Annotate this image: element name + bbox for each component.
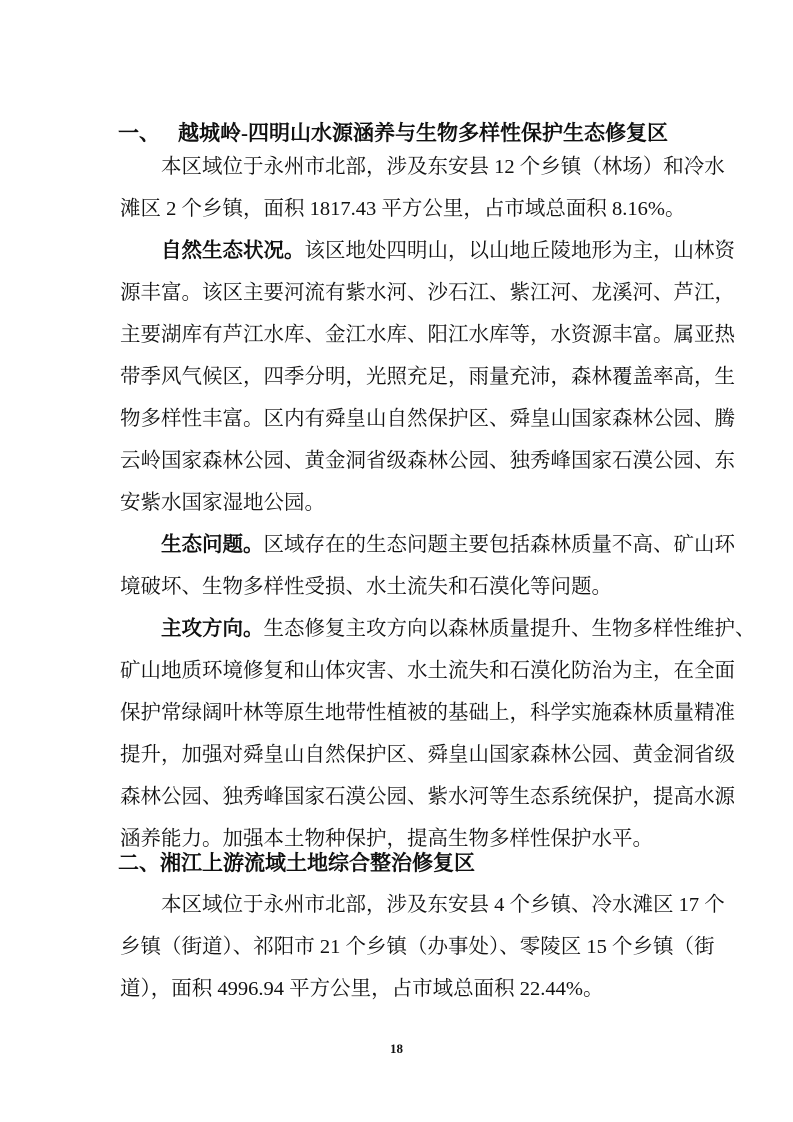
section-1-heading [118,120,676,146]
line-text: 森林公园、独秀峰国家石漠公园、紫水河等生态系统保护，提高水源 [120,786,735,808]
text-line [120,482,676,524]
text-line [120,440,735,482]
line-text: 提升，加强对舜皇山自然保护区、舜皇山国家森林公园、黄金洞省级 [120,744,735,766]
paragraph [120,524,735,608]
text-line [120,356,735,398]
section-2-body [120,884,725,1010]
paragraph [120,884,725,1010]
text-line [120,524,735,566]
line-text: 涵养能力。加强本土物种保护，提高生物多样性保护水平。 [120,828,653,850]
text-line [120,968,676,1010]
line-text: 滩区 2 个乡镇，面积 1817.43 平方公里，占市域总面积 8.16%。 [120,198,686,220]
line-text: 道），面积 4996.94 平方公里，占市域总面积 22.44%。 [120,978,604,1000]
text-line [120,608,756,650]
line-text: 安紫水国家湿地公园。 [120,492,325,514]
line-text: 保护常绿阔叶林等原生地带性植被的基础上，科学实施森林质量精准 [120,702,735,724]
line-text: 境破坏、生物多样性受损、水土流失和石漠化等问题。 [120,576,612,598]
text-line [120,272,735,314]
paragraph-lead: 主攻方向。 [161,618,264,640]
section-2-number: 二、 [118,851,160,875]
paragraph [120,230,735,524]
paragraph [120,608,756,860]
text-line [120,146,725,188]
line-text: 区域存在的生态问题主要包括森林质量不高、矿山环 [263,534,735,556]
text-line [120,650,735,692]
text-line [120,734,735,776]
line-text: 云岭国家森林公园、黄金洞省级森林公园、独秀峰国家石漠公园、东 [120,450,735,472]
line-text: 乡镇（街道）、祁阳市 21 个乡镇（办事处）、零陵区 15 个乡镇（街 [120,936,715,958]
paragraph-lead: 自然生态状况。 [161,240,305,262]
text-line [120,926,715,968]
line-text: 带季风气候区，四季分明，光照充足，雨量充沛，森林覆盖率高，生 [120,366,735,388]
line-text: 本区域位于永州市北部，涉及东安县 4 个乡镇、冷水滩区 17 个 [161,894,725,916]
text-line [120,884,725,926]
line-text: 生态修复主攻方向以森林质量提升、生物多样性维护、 [263,618,756,640]
text-line [120,188,686,230]
line-text: 该区地处四明山，以山地丘陵地形为主，山林资 [304,240,735,262]
section-1-body [120,146,756,860]
line-text: 主要湖库有芦江水库、金江水库、阳江水库等，水资源丰富。属亚热 [120,324,735,346]
line-text: 物多样性丰富。区内有舜皇山自然保护区、舜皇山国家森林公园、腾 [120,408,735,430]
section-2-title: 湘江上游流域土地综合整治修复区 [160,851,475,875]
text-line [120,776,735,818]
text-line [120,314,735,356]
line-text: 源丰富。该区主要河流有紫水河、沙石江、紫江河、龙溪河、芦江， [120,282,735,304]
text-line [120,398,735,440]
text-line [120,692,735,734]
section-1-number: 一、 [118,121,160,145]
document-page [118,0,756,1010]
page-number: 18 [390,1041,403,1056]
line-text: 矿山地质环境修复和山体灾害、水土流失和石漠化防治为主，在全面 [120,660,735,682]
line-text: 本区域位于永州市北部，涉及东安县 12 个乡镇（林场）和冷水 [161,156,725,178]
text-line [120,230,735,272]
text-line [120,566,676,608]
paragraph [120,146,725,230]
section-1-title: 越城岭-四明山水源涵养与生物多样性保护生态修复区 [178,121,668,145]
paragraph-lead: 生态问题。 [161,534,264,556]
